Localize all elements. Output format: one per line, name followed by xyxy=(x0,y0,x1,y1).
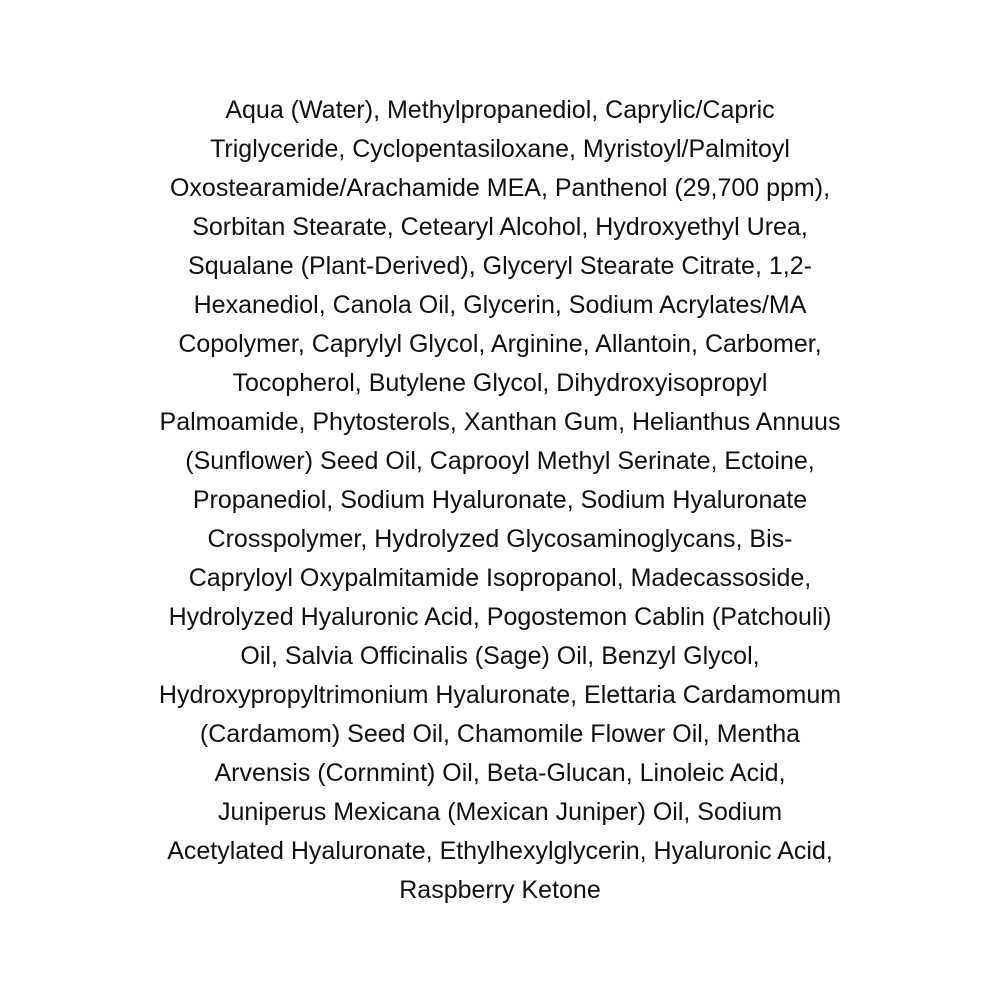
ingredient-line: Copolymer, Caprylyl Glycol, Arginine, Allantoin, Carbomer, xyxy=(178,330,822,358)
ingredient-line: Hexanediol, Canola Oil, Glycerin, Sodium Acrylates/MA xyxy=(193,291,807,319)
ingredient-line: (Cardamom) Seed Oil, Chamomile Flower Oil, Mentha xyxy=(199,720,801,748)
ingredient-line: Oil, Salvia Officinalis (Sage) Oil, Benzyl Glycol, xyxy=(240,642,760,670)
ingredient-line: Sorbitan Stearate, Cetearyl Alcohol, Hydroxyethyl Urea, xyxy=(192,213,808,241)
ingredient-line: (Sunflower) Seed Oil, Caprooyl Methyl Serinate, Ectoine, xyxy=(185,447,815,475)
ingredient-line: Juniperus Mexicana (Mexican Juniper) Oil, Sodium xyxy=(217,798,783,826)
ingredient-line: Squalane (Plant-Derived), Glyceryl Stearate Citrate, 1,2- xyxy=(188,252,812,280)
ingredient-line: Oxostearamide/Arachamide MEA, Panthenol (29,700 ppm), xyxy=(169,174,831,202)
ingredient-line: Capryloyl Oxypalmitamide Isopropanol, Madecassoside, xyxy=(188,564,812,592)
ingredient-line: Tocopherol, Butylene Glycol, Dihydroxyisopropyl xyxy=(232,369,768,397)
ingredient-line: Triglyceride, Cyclopentasiloxane, Myristoyl/Palmitoyl xyxy=(210,135,790,163)
ingredient-line: Propanediol, Sodium Hyaluronate, Sodium Hyaluronate xyxy=(192,486,808,514)
ingredient-line: Palmoamide, Phytosterols, Xanthan Gum, Helianthus Annuus xyxy=(159,408,841,436)
ingredient-list xyxy=(0,91,1000,910)
ingredient-line: Arvensis (Cornmint) Oil, Beta-Glucan, Linoleic Acid, xyxy=(214,759,786,787)
ingredient-line: Hydroxypropyltrimonium Hyaluronate, Elettaria Cardamomum xyxy=(158,681,842,709)
ingredient-line: Acetylated Hyaluronate, Ethylhexylglycerin, Hyaluronic Acid, xyxy=(167,837,833,865)
ingredient-line: Aqua (Water), Methylpropanediol, Caprylic/Capric xyxy=(225,96,775,124)
ingredient-line: Crosspolymer, Hydrolyzed Glycosaminoglycans, Bis- xyxy=(207,525,793,553)
ingredient-line: Raspberry Ketone xyxy=(399,876,601,904)
ingredient-line: Hydrolyzed Hyaluronic Acid, Pogostemon Cablin (Patchouli) xyxy=(168,603,832,631)
